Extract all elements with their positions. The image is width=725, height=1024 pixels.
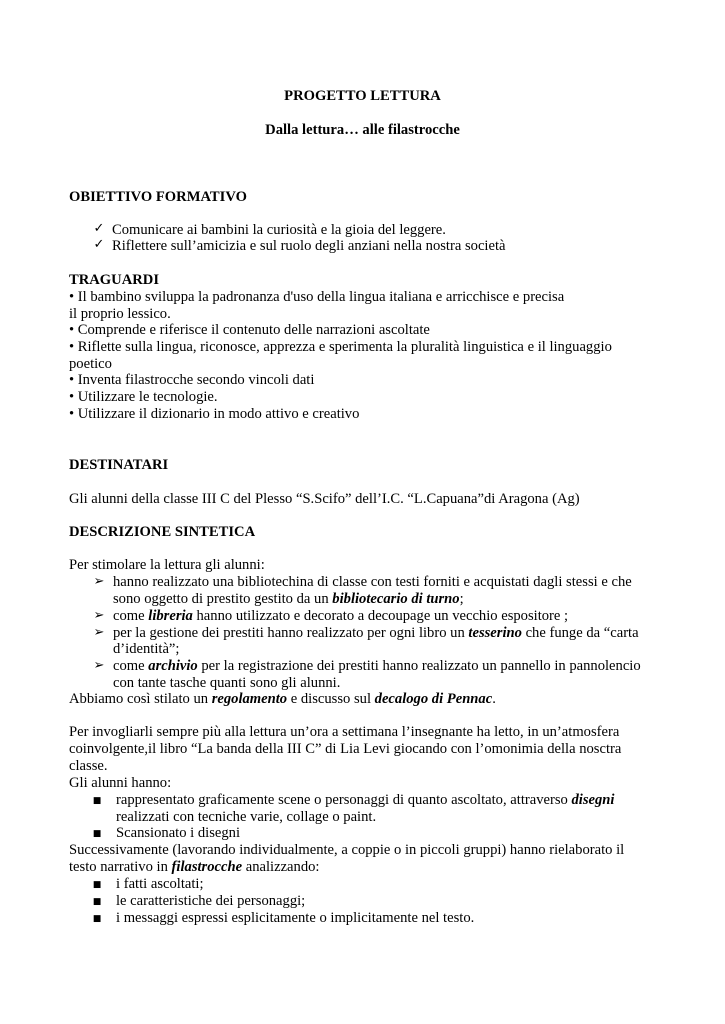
square-bullet-icon: ■ <box>92 880 102 890</box>
checkmark-icon: ✓ <box>93 237 105 252</box>
square-bullet-icon: ■ <box>92 829 102 839</box>
paragraph-line: testo narrativo in filastrocche analizzando: <box>69 859 320 875</box>
activity-item: Scansionato i disegni <box>116 825 241 841</box>
traguardi-line: il proprio lessico. <box>69 306 171 322</box>
traguardi-heading: TRAGUARDI <box>69 272 159 288</box>
traguardi-line: • Comprende e riferisce il contenuto delle narrazioni ascoltate <box>69 322 430 338</box>
activity-item: rappresentato graficamente scene o personaggi di quanto ascoltato, attraverso disegni <box>116 792 615 808</box>
square-bullet-icon: ■ <box>92 897 102 907</box>
paragraph-line: Per invogliarli sempre più alla lettura un’ora a settimana l’insegnante ha letto, in un’atmosfera <box>69 724 620 740</box>
square-bullet-icon: ■ <box>92 914 102 924</box>
obiettivo-heading: OBIETTIVO FORMATIVO <box>69 189 247 205</box>
paragraph-line: coinvolgente,il libro “La banda della III C” di Lia Levi giocando con l’omonimia della nosctra <box>69 741 622 757</box>
descrizione-item-continued: d’identità”; <box>113 641 180 657</box>
paragraph-line: classe. <box>69 758 108 774</box>
descrizione-item-continued: con tante tasche quanti sono gli alunni. <box>113 675 341 691</box>
traguardi-line: poetico <box>69 356 112 372</box>
arrow-bullet-icon: ➢ <box>93 574 105 589</box>
descrizione-item: per la gestione dei prestiti hanno realizzato per ogni libro un tesserino che funge da “carta <box>113 625 639 641</box>
document-subtitle: Dalla lettura… alle filastrocche <box>265 122 460 138</box>
descrizione-item: hanno realizzato una bibliotechina di classe con testi forniti e acquistati dagli stessi e che <box>113 574 632 590</box>
descrizione-item-continued: sono oggetto di prestito gestito da un bibliotecario di turno; <box>113 591 464 607</box>
traguardi-line: • Utilizzare il dizionario in modo attivo e creativo <box>69 406 360 422</box>
destinatari-text: Gli alunni della classe III C del Plesso “S.Scifo” dell’I.C. “L.Capuana”di Aragona (Ag) <box>69 491 580 507</box>
document-title: PROGETTO LETTURA <box>284 88 441 104</box>
descrizione-item: come libreria hanno utilizzato e decorato a decoupage un vecchio espositore ; <box>113 608 569 624</box>
paragraph-line: Gli alunni hanno: <box>69 775 172 791</box>
obiettivo-item: Riflettere sull’amicizia e sul ruolo degli anziani nella nostra società <box>112 238 506 254</box>
arrow-bullet-icon: ➢ <box>93 625 105 640</box>
descrizione-heading: DESCRIZIONE SINTETICA <box>69 524 256 540</box>
destinatari-heading: DESTINATARI <box>69 457 169 473</box>
activity-item-continued: realizzati con tecniche varie, collage o paint. <box>116 809 377 825</box>
obiettivo-item: Comunicare ai bambini la curiosità e la gioia del leggere. <box>112 222 446 238</box>
arrow-bullet-icon: ➢ <box>93 658 105 673</box>
descrizione-intro: Per stimolare la lettura gli alunni: <box>69 557 265 573</box>
analysis-item: i fatti ascoltati; <box>116 876 204 892</box>
traguardi-line: • Inventa filastrocche secondo vincoli dati <box>69 372 315 388</box>
traguardi-line: • Riflette sulla lingua, riconosce, apprezza e sperimenta la pluralità linguistica e il linguaggio <box>69 339 612 355</box>
abbiamo-line: Abbiamo così stilato un regolamento e discusso sul decalogo di Pennac. <box>69 691 496 707</box>
paragraph-line: Successivamente (lavorando individualmente, a coppie o in piccoli gruppi) hanno rielaborato il <box>69 842 625 858</box>
traguardi-line: • Utilizzare le tecnologie. <box>69 389 218 405</box>
descrizione-item: come archivio per la registrazione dei prestiti hanno realizzato un pannello in pannolencio <box>113 658 641 674</box>
arrow-bullet-icon: ➢ <box>93 608 105 623</box>
analysis-item: le caratteristiche dei personaggi; <box>116 893 306 909</box>
analysis-item: i messaggi espressi esplicitamente o implicitamente nel testo. <box>116 910 475 926</box>
traguardi-line: • Il bambino sviluppa la padronanza d'uso della lingua italiana e arricchisce e precisa <box>69 289 565 305</box>
square-bullet-icon: ■ <box>92 796 102 806</box>
checkmark-icon: ✓ <box>93 221 105 236</box>
